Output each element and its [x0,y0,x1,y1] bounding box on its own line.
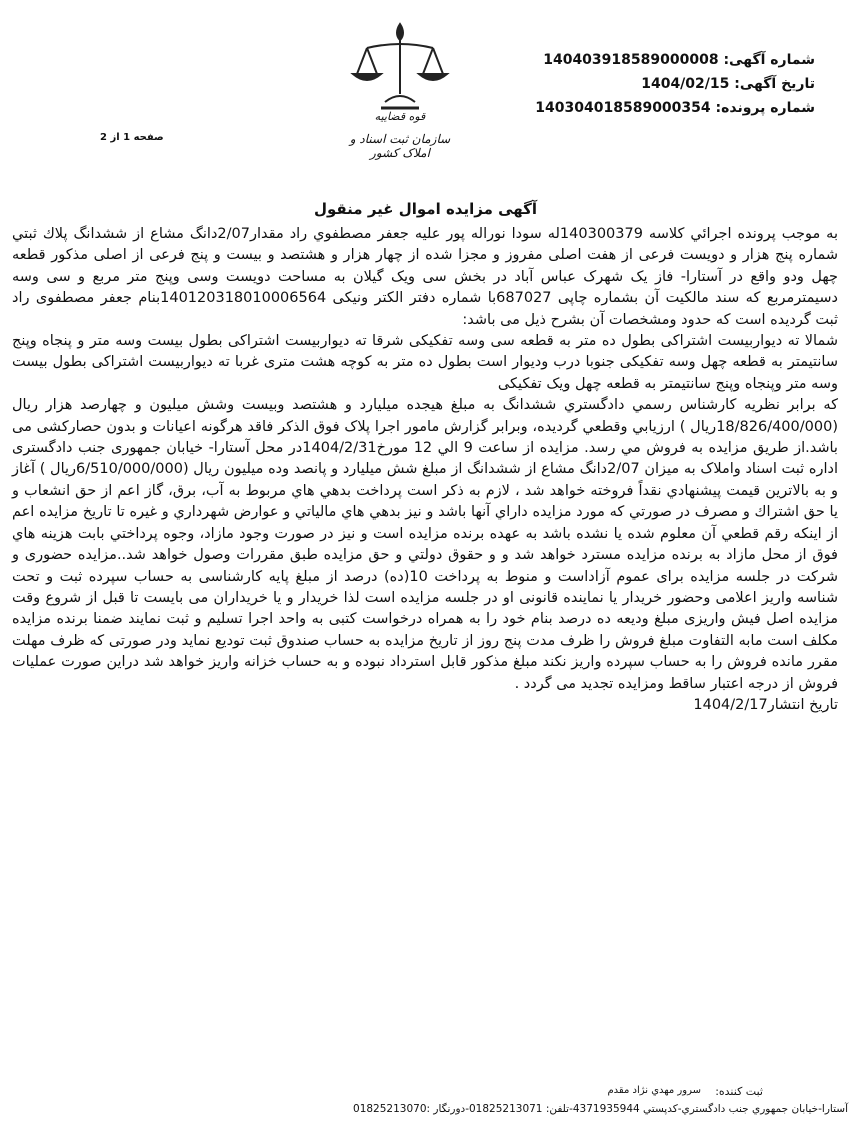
paragraph-publish-date: تاریخ انتشار1404/2/17 [693,696,838,713]
page-title: آگهی مزایده اموال غیر منقول [313,200,538,218]
page-indicator: صفحه 1 از 2 [100,132,164,143]
office-address: آستارا-خيابان جمهوري جنب دادگستري-كدپستي 4371935944-تلفن: 01825213071-دورنگار :01825213070 [353,1103,848,1115]
case-number: 140304018589000354 [535,100,711,116]
scales-of-justice-icon [345,18,455,114]
ad-number-label: شماره آگهی: [723,52,815,68]
ad-date-row [485,72,815,96]
ad-date-label: تاریخ آگهی: [734,76,815,92]
notice-meta [485,48,815,120]
case-number-label: شماره پرونده: [715,100,815,116]
ad-number: 140403918589000008 [543,52,719,68]
paragraph-property: به موجب پرونده اجرائي كلاسه 140300379له سودا نوراله پور عليه جعفر مصطفوي راد مقدار2/07دانگ مشاع از ششدانگ پلاك ثبتي شماره پنج هزار و دویست فرعی از هفت اصلی مفروز و مجزا شده از چهار هزار و هشتصد و بیست و پنج فرعی از اصلی مذکور قطعه چهل ودو واقع در آستارا- فاز یک شهرک عباس آباد در بخش سی ویک گیلان به مساحت دویست وسی وپنج متر مربع و سی وسه دسیمترمربع که سند مالکیت آن بشماره چاپی 687027با شماره دفتر الکتر ونیکی 140120318010006564بنام جعفر مصطفوی راد ثبت گردیده است که حدود ومشخصات آن بشرح ذیل می باشد: [12,226,838,328]
paragraph-boundaries: شمالا ته دیواربیست اشتراکی بطول ده متر به قطعه سی وسه تفکیکی شرقا ته دیواربیست اشتراکی بطول بیست وسه متر و پنجاه وپنج سانتیمتر به قطعه چهل وسه تفکیکی جنوبا درب ودیوار است بطول ده متر به کوچه هشت متری غربا ته دیواربیست اشتراکی بطول بیست وسه متر وپنجاه وپنج سانتیمتر به قطعه چهل ویک تفکیکی [12,333,838,392]
ad-number-row [485,48,815,72]
paragraph-terms: كه برابر نظريه كارشناس رسمي دادگستري ششدانگ به مبلغ هیجده میلیارد و هشتصد وبیست وشش میلیون و چهارصد هزار ريال (18/826/400/000ريال ) ارزيابي وقطعي گرديده، وبرابر گزارش مامور اجرا پلاک فوق الذکر فاقد هرگونه اعیانات و بدون حصارکشی می باشد.از طريق مزايده به فروش مي رسد. مزایده از ساعت 9 الي 12 مورخ1404/2/31در محل آستارا- خیابان جمهوری جنب دادگستری اداره ثبت اسناد واملاک به میزان 2/07دانگ مشاع از ششدانگ از مبلغ شش میلیارد و پانصد وده میلیون ريال (6/510/000/000ريال ) آغاز و به بالاترين قيمت پيشنهادي نقداً فروخته خواهد شد ، لازم به ذكر است پرداخت بدهي هاي مربوط به آب، برق، گاز اعم از حق انشعاب و يا حق اشتراك و مصرف در صورتي كه مورد مزايده داراي آنها باشد و نيز بدهي هاي مالياتي و عوارض شهرداري و غيره تا تاريخ مزايده اعم از اينكه رقم قطعي آن معلوم شده يا نشده باشد به عهده برنده مزايده است و نيز در صورت وجود مازاد، وجوه پرداختي بابت هزينه هاي فوق از محل مازاد به برنده مزايده مسترد خواهد شد و و حقوق دولتي و حق مزايده طبق مقررات وصول خواهد شد..مزایده حضوری و شرکت در جلسه مزایده برای عموم آزاداست و منوط به پرداخت 10(ده) درصد از مبلغ پایه کارشناسی به حساب سپرده ثبت و تحت شناسه واریز اعلامی وحضور خریدار یا نماینده قانونی او در جلسه مزایده است لذا خریدار و یا خریداران می بایست تا قبل از شروع وقت مزایده اصل فیش واریزی مبلغ ودیعه ده درصد بنام خود را به همراه درخواست کتبی به واحد اجرا تسلیم و ثبت نمایند ضمنا برنده مزایده مکلف است مابه التفاوت مبلغ فروش را ظرف مدت پنج روز از تاریخ مزایده به حساب صندوق ثبت تودیع نماید ودر صورتی که ظرف مهلت مقرر مانده فروش را به حساب سپرده واریز نکند مبلغ مذکور قابل استرداد نبوده و به حساب خزانه واریز خواهد شد دراین صورت عملیات فروش از درجه اعتبار ساقط ومزایده تجدید می گردد . [12,397,839,692]
registrar-label: ثبت كننده: [715,1085,763,1098]
case-number-row [485,96,815,120]
org-name-registry: سازمان ثبت اسناد و املاک کشور [349,132,451,160]
registrar-name: سرور مهدي نژاد مقدم [607,1085,701,1096]
ad-date: 1404/02/15 [641,76,730,92]
org-name-judiciary: قوه قضاییه [374,110,426,123]
notice-body [12,224,838,716]
judiciary-logo [335,18,465,168]
